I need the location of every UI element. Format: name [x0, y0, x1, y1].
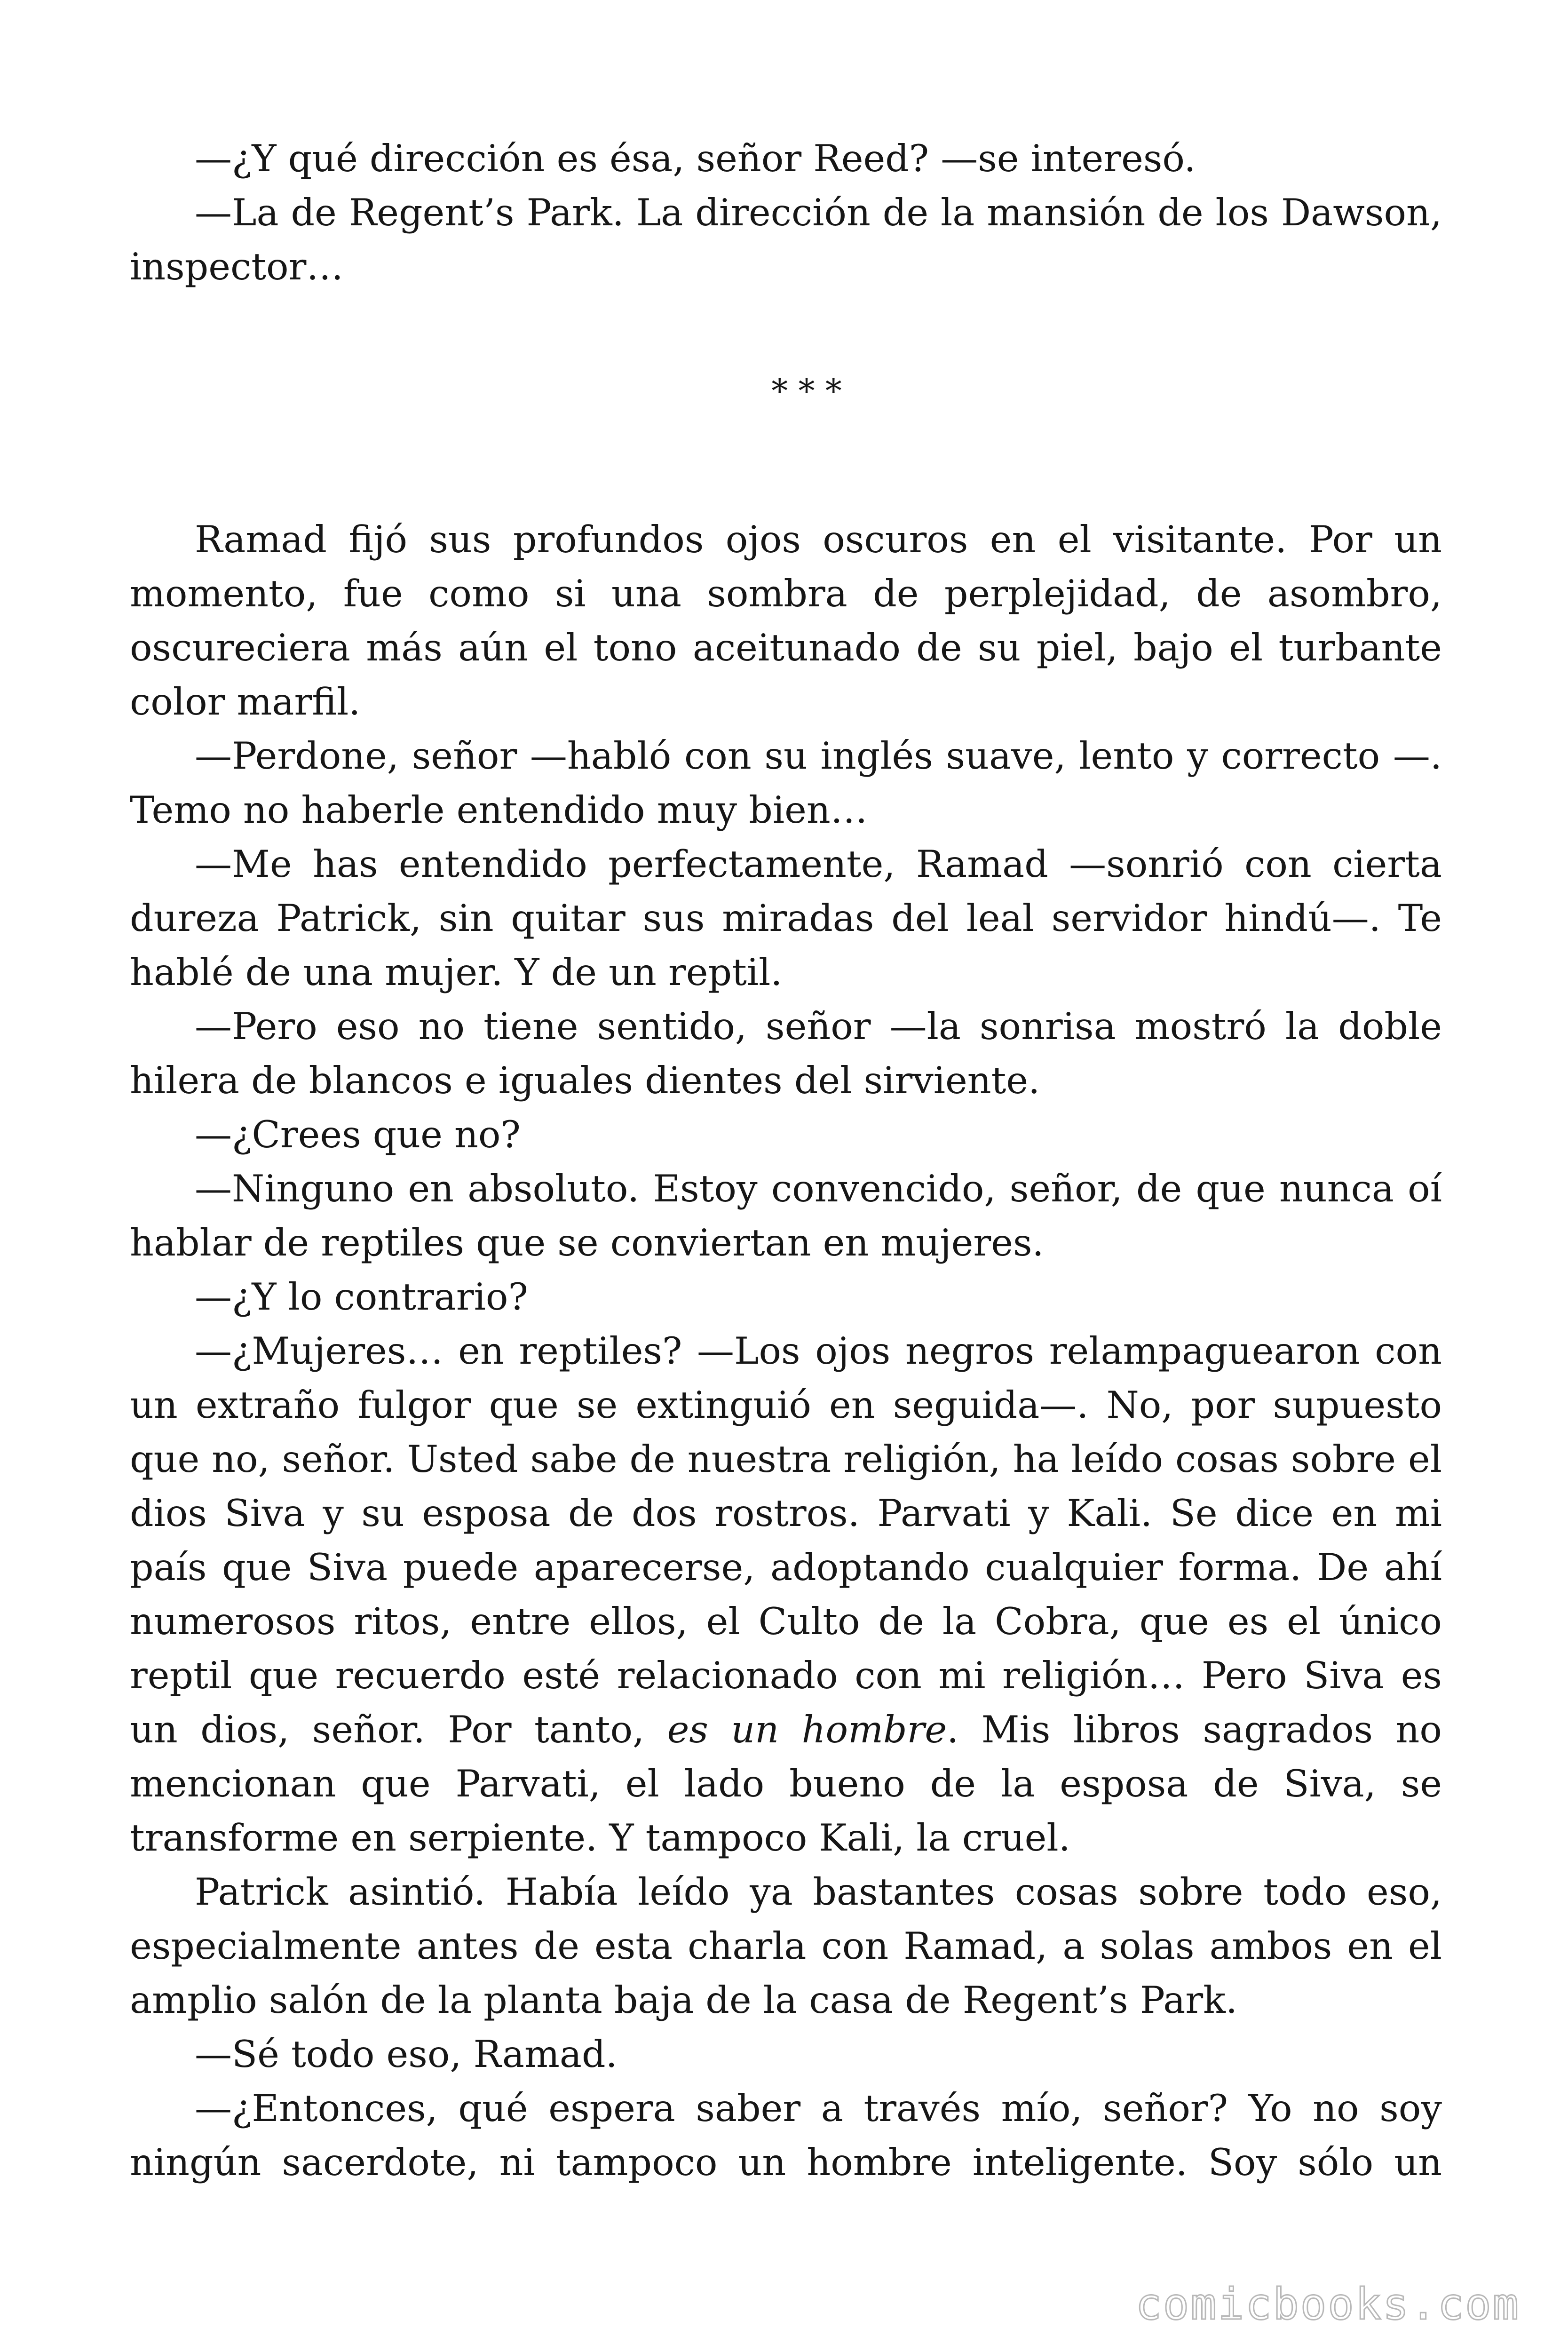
paragraph: —¿Entonces, qué espera saber a través mío, señor? Yo no soy ningún sacerdote, ni tampoco un hombre inteligente. Soy sólo un — [130, 2087, 1442, 2184]
paragraph: —¿Y lo contrario? — [195, 1275, 528, 1319]
watermark: comicbooks.com — [1135, 2279, 1520, 2329]
top-text-block — [130, 132, 1442, 294]
paragraph: —¿Y qué dirección es ésa, señor Reed? —se interesó. — [195, 137, 1196, 180]
paragraph-text: —¿Mujeres… en reptiles? —Los ojos negros relampaguearon con un extraño fulgor que se extinguió en seguida—. No, por supuesto que no, señor. Usted sabe de nuestra religión, ha leído cosas sobre el dios Siva y su esposa de dos rostros. Parvati y Kali. Se dice en mi país que Siva puede aparecerse, adoptando cualquier forma. De ahí numerosos ritos, entre ellos, el Culto de la Cobra, que es el único reptil que recuerdo esté relacionado con mi religión… Pero Siva es un dios, señor. Por tanto, — [130, 1329, 1442, 1751]
paragraph: —¿Crees que no? — [195, 1113, 521, 1156]
paragraph — [130, 1324, 1442, 1865]
paragraph: —La de Regent’s Park. La dirección de la mansión de los Dawson, inspector… — [130, 191, 1442, 288]
emphasized-text: es un hombre — [667, 1708, 947, 1751]
paragraph: Patrick asintió. Había leído ya bastantes cosas sobre todo eso, especialmente antes de esta charla con Ramad, a solas ambos en el amplio salón de la planta baja de la casa de Regent’s Park. — [130, 1870, 1442, 2022]
main-text-block — [130, 513, 1442, 2190]
paragraph: —Sé todo eso, Ramad. — [195, 2033, 618, 2076]
scene-separator: * * * — [771, 372, 842, 410]
paragraph: Ramad fijó sus profundos ojos oscuros en el visitante. Por un momento, fue como si una sombra de perplejidad, de asombro, oscureciera más aún el tono aceitunado de su piel, bajo el turbante color marfil. — [130, 518, 1442, 723]
paragraph-text: . Mis libros sagrados no mencionan que Parvati, el lado bueno de la esposa de Siva, se transforme en serpiente. Y tampoco Kali, la cruel. — [130, 1708, 1442, 1859]
paragraph: —Me has entendido perfectamente, Ramad —sonrió con cierta dureza Patrick, sin quitar sus miradas del leal servidor hindú—. Te hablé de una mujer. Y de un reptil. — [130, 842, 1442, 994]
paragraph: —Pero eso no tiene sentido, señor —la sonrisa mostró la doble hilera de blancos e iguales dientes del sirviente. — [130, 1005, 1442, 1102]
paragraph: —Perdone, señor —habló con su inglés suave, lento y correcto —. Temo no haberle entendido muy bien… — [130, 734, 1442, 832]
paragraph: —Ninguno en absoluto. Estoy convencido, señor, de que nunca oí hablar de reptiles que se conviertan en mujeres. — [130, 1167, 1442, 1264]
